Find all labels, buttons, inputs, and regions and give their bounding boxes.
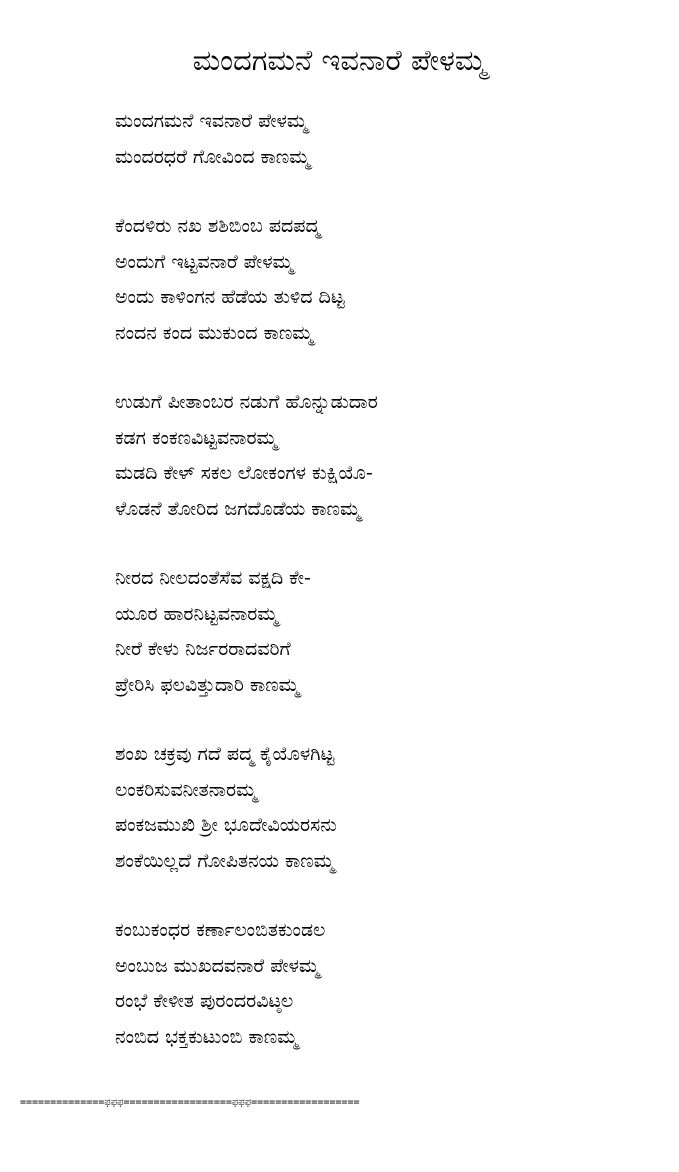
- stanza: [115, 737, 378, 879]
- poem-line: ಕೆಂದಳಿರು ನಖ ಶಶಿಬಿಂಬ ಪದಪದ್ಮ: [115, 215, 321, 237]
- stanza: [115, 209, 378, 351]
- stanza: [115, 561, 378, 703]
- poem-line: ಕಡಗ ಕಂಕಣವಿಟ್ಟವನಾರಮ್ಮ: [115, 426, 278, 449]
- poem-line: ಮಂದರಧರೆ ಗೋವಿಂದ ಕಾಣಮ್ಮ: [115, 145, 310, 168]
- poem-line: ಯೂರ ಹಾರನಿಟ್ಟವನಾರಮ್ಮ: [115, 602, 278, 625]
- poem-line: ಉಡುಗೆ ಪೀತಾಂಬರ ನಡುಗೆ ಹೊನ್ನುಡುದಾರ: [115, 391, 378, 413]
- poem-line: ನಂದನ ಕಂದ ಮುಕುಂದ ಕಾಣಮ್ಮ: [115, 321, 313, 344]
- poem-line: ಅಂಬುಜ ಮುಖದವನಾರೆ ಪೇಳಮ್ಮ: [115, 954, 320, 977]
- poem-line: ಪಂಕಜಮುಖಿ ಶ್ರೀ ಭೂದೇವಿಯರಸನು: [115, 814, 337, 836]
- poem-line: ನಂಬಿದ ಭಕ್ತಕುಟುಂಬಿ ಕಾಣಮ್ಮ: [115, 1025, 298, 1048]
- poem-line: ನೀರದ ನೀಲದಂತೆಸೆವ ವಕ್ಷದಿ ಕೇ-: [115, 567, 311, 589]
- poem-line: ಶಂಕೆಯಿಲ್ಲದೆ ಗೋಪಿತನಯ ಕಾಣಮ್ಮ: [115, 849, 335, 872]
- stanza: [115, 913, 378, 1055]
- poem-line: ಅಂದುಗೆ ಇಟ್ಟವನಾರೆ ಪೇಳಮ್ಮ: [115, 250, 294, 273]
- stanza: [115, 104, 378, 175]
- poem-line: ರಂಭೆ ಕೇಳೀತ ಪುರಂದರವಿಟ್ಠಲ: [115, 990, 294, 1012]
- poem-line: ಳೊಡನೆ ತೋರಿದ ಜಗದೊಡೆಯ ಕಾಣಮ್ಮ: [115, 497, 361, 520]
- poem-line: ಶಂಖ ಚಕ್ರವು ಗದೆ ಪದ್ಮ ಕೈಯೊಳಗಿಟ್ಟ: [115, 743, 335, 765]
- poem-body: [115, 104, 378, 1089]
- stanza: [115, 385, 378, 527]
- footer-divider: ==============ಫಫಫ==================ಫಫಫ==================: [20, 1097, 360, 1108]
- poem-line: ಮಡದಿ ಕೇಳ್ ಸಕಲ ಲೋಕಂಗಳ ಕುಕ್ಷಿಯೊ-: [115, 462, 373, 484]
- poem-line: ಲಂಕರಿಸುವನೀತನಾರಮ್ಮ: [115, 778, 257, 801]
- page-title: ಮಂದಗಮನೆ ಇವನಾರೆ ಪೇಳಮ್ಮ: [192, 43, 487, 77]
- poem-line: ನೀರೆ ಕೇಳು ನಿರ್ಜರರಾದವರಿಗೆ: [115, 638, 291, 660]
- poem-line: ಮಂದಗಮನೆ ಇವನಾರೆ ಪೇಳಮ್ಮ: [115, 110, 308, 132]
- poem-line: ಕಂಬುಕಂಧರ ಕರ್ಣಾಲಂಬಿತಕುಂಡಲ: [115, 919, 326, 941]
- poem-line: ಅಂದು ಕಾಳಿಂಗನ ಹೆಡೆಯ ತುಳಿದ ದಿಟ್ಟ: [115, 286, 345, 308]
- poem-line: ಪ್ರೇರಿಸಿ ಫಲವಿತ್ತುದಾರಿ ಕಾಣಮ್ಮ: [115, 673, 300, 696]
